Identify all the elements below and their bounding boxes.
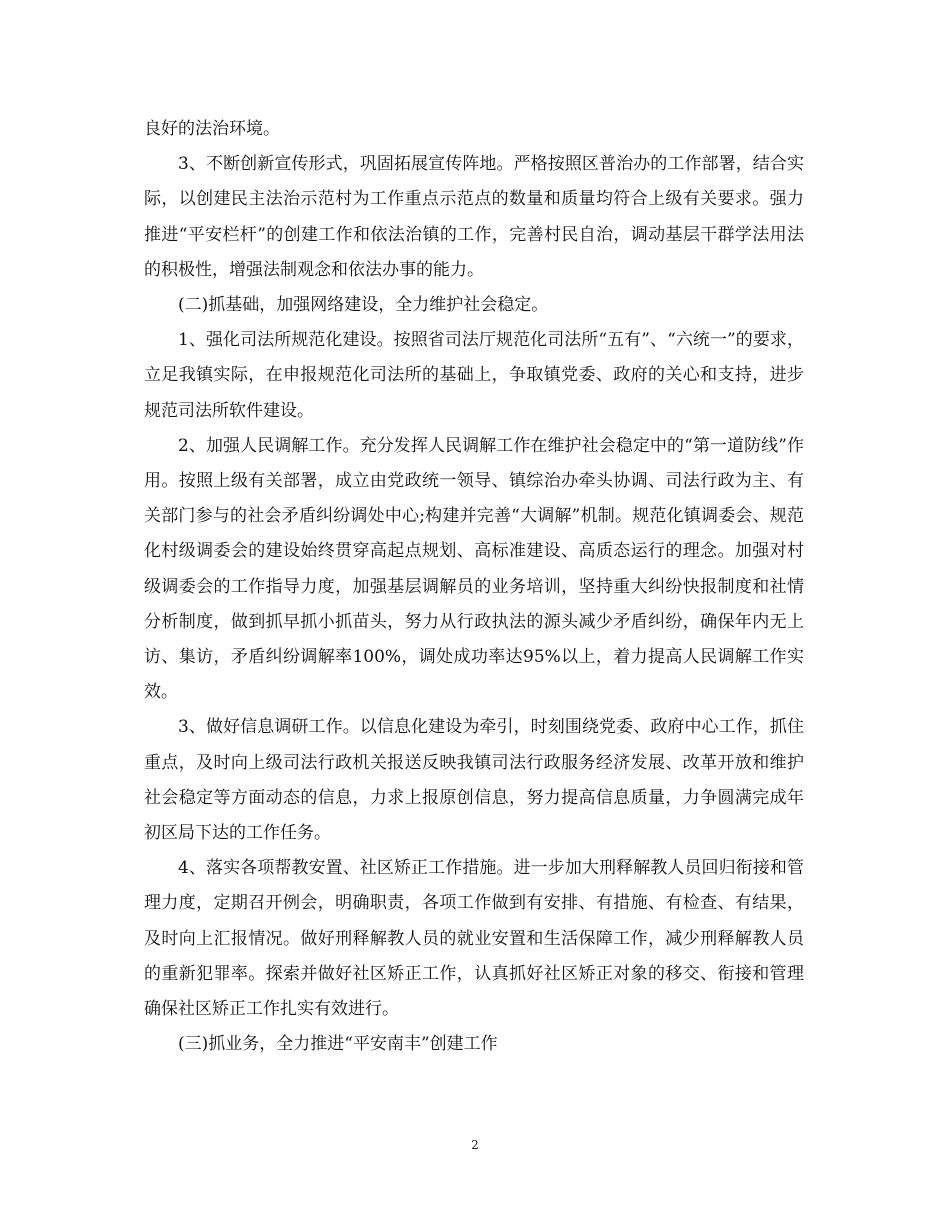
paragraph-continuation: 良好的法治环境。 [144, 119, 280, 139]
page-number: 2 [471, 1138, 479, 1152]
paragraph-item-2-mediation: 2、加强人民调解工作。充分发挥人民调解工作在维护社会稳定中的“第一道防线”作用。按照上级有关部署，成立由党政统一领导、镇综治办牵头协调、司法行政为主、有关部门参与的社会矛盾纠纷调处中心;构建并完善“大调解”机制。规范化镇调委会、规范化村级调委会的建设始终贯穿高起点规划、高标准建设、高质态运行的理念。加强对村级调委会的工作指导力度，加强基层调解员的业务培训，坚持重大纠纷快报制度和社情分析制度，做到抓早抓小抓苗头，努力从行政执法的源头减少矛盾纠纷，确保年内无上访、集访，矛盾纠纷调解率100%，调处成功率达95%以上，着力提高人民调解工作实效。 [144, 435, 804, 703]
paragraph-item-1-judicial-office: 1、强化司法所规范化建设。按照省司法厅规范化司法所“五有”、“六统一”的要求，立足我镇实际，在申报规范化司法所的基础上，争取镇党委、政府的关心和支持，进步规范司法所软件建设。 [144, 330, 804, 421]
section-heading-3: (三)抓业务，全力推进“平安南丰”创建工作 [178, 1034, 498, 1055]
document-body [144, 112, 804, 1062]
paragraph-item-3-publicity: 3、不断创新宣传形式，巩固拓展宣传阵地。严格按照区普治办的工作部署，结合实际，以创建民主法治示范村为工作重点示范点的数量和质量均符合上级有关要求。强力推进“平安栏杆”的创建工作和依法治镇的工作，完善村民自治，调动基层干群学法用法的积极性，增强法制观念和依法办事的能力。 [144, 154, 804, 280]
paragraph-item-4-correction: 4、落实各项帮教安置、社区矫正工作措施。进一步加大刑释解教人员回归衔接和管理力度，定期召开例会，明确职责，各项工作做到有安排、有措施、有检查、有结果，及时向上汇报情况。做好刑释解教人员的就业安置和生活保障工作，减少刑释解教人员的重新犯罪率。探索并做好社区矫正工作，认真抓好社区矫正对象的移交、衔接和管理确保社区矫正工作扎实有效进行。 [144, 858, 804, 1020]
section-heading-2: (二)抓基础，加强网络建设，全力维护社会稳定。 [178, 295, 549, 316]
paragraph-item-3-information: 3、做好信息调研工作。以信息化建设为牵引，时刻围绕党委、政府中心工作，抓住重点，及时向上级司法行政机关报送反映我镇司法行政服务经济发展、改革开放和维护社会稳定等方面动态的信息，力求上报原创信息，努力提高信息质量，力争圆满完成年初区局下达的工作任务。 [144, 717, 804, 844]
